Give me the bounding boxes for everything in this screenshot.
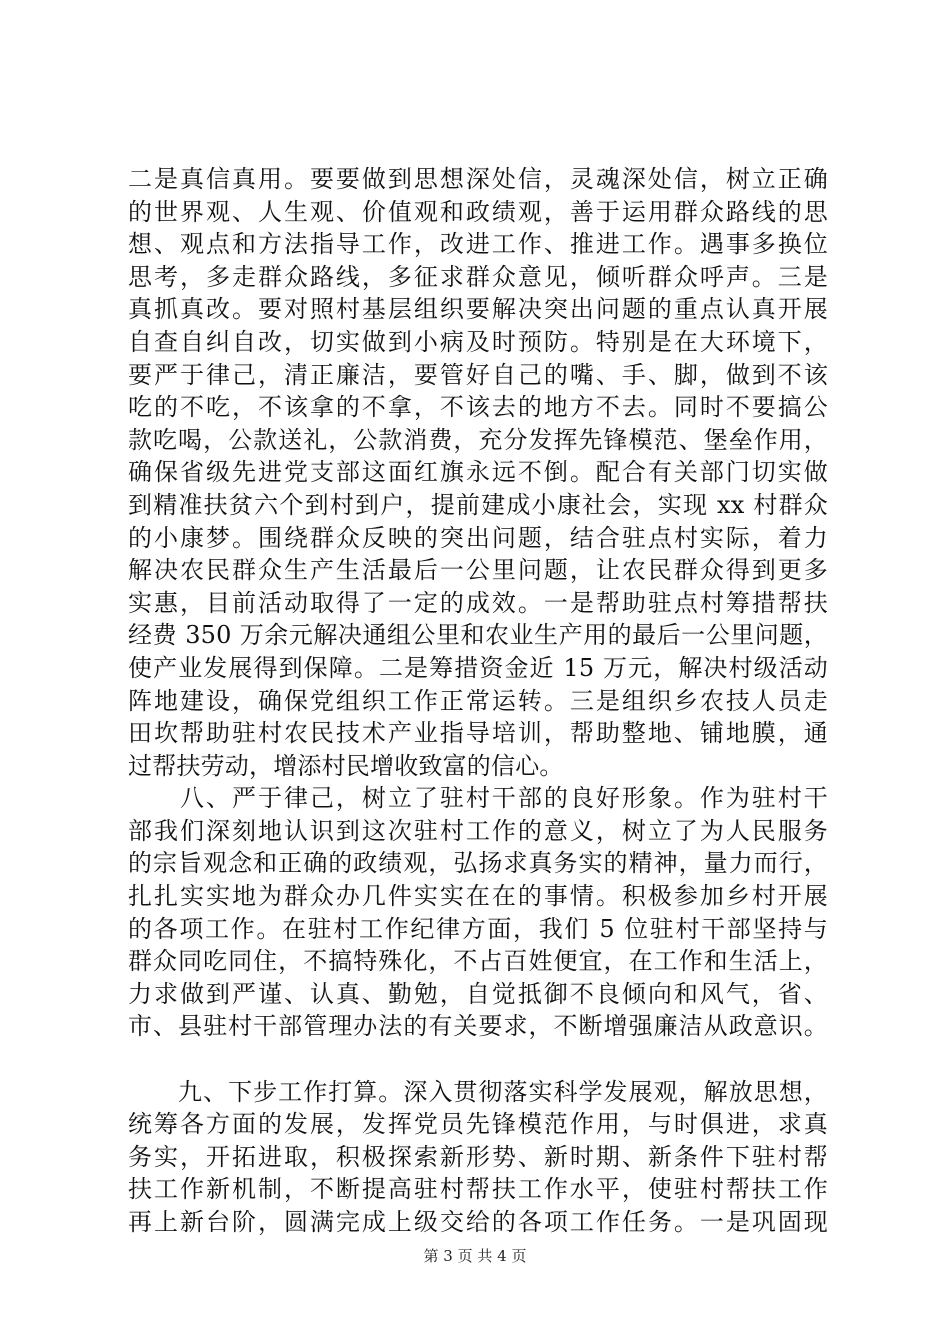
- body-line-11: 到精准扶贫六个到村到户，提前建成小康社会，实现 xx 村群众: [128, 490, 828, 519]
- body-line-1: 二是真信真用。要要做到思想深处信，灵魂深处信，树立正确: [128, 165, 828, 193]
- body-line-24: 的各项工作。在驻村工作纪律方面，我们 5 位驻村干部坚持与: [128, 914, 828, 943]
- body-line-15: 经费 350 万余元解决通组公里和农业生产用的最后一公里问题，: [128, 621, 828, 650]
- body-line-25: 群众同吃同住，不搞特殊化，不占百姓便宜，在工作和生活上，: [128, 947, 828, 976]
- body-line-20: 八、严于律己，树立了驻村干部的良好形象。作为驻村干: [128, 784, 828, 813]
- body-line-6: 自查自纠自改，切实做到小病及时预防。特别是在大环境下，: [128, 327, 828, 356]
- body-line-21: 部我们深刻地认识到这次驻村工作的意义，树立了为人民服务: [128, 816, 828, 845]
- body-line-7: 要严于律己，清正廉洁，要管好自己的嘴、手、脚，做到不该: [128, 360, 828, 389]
- body-line-10: 确保省级先进党支部这面红旗永远不倒。配合有关部门切实做: [128, 458, 828, 487]
- page-footer: [0, 1246, 950, 1266]
- body-line-14: 实惠，目前活动取得了一定的成效。一是帮助驻点村筹措帮扶: [128, 588, 828, 617]
- body-line-30: 务实，开拓进取，积极探索新形势、新时期、新条件下驻村帮: [128, 1142, 828, 1171]
- body-line-12: 的小康梦。围绕群众反映的突出问题，结合驻点村实际，着力: [128, 523, 828, 552]
- body-line-28: 九、下步工作打算。深入贯彻落实科学发展观，解放思想，: [128, 1077, 828, 1106]
- body-line-23: 扎扎实实地为群众办几件实实在在的事情。积极参加乡村开展: [128, 882, 828, 911]
- paragraph-gap: [128, 1043, 828, 1076]
- body-line-22: 的宗旨观念和正确的政绩观，弘扬求真务实的精神，量力而行，: [128, 849, 828, 878]
- body-line-29: 统筹各方面的发展，发挥党员先锋模范作用，与时俱进，求真: [128, 1110, 828, 1139]
- body-line-31: 扶工作新机制，不断提高驻村帮扶工作水平，使驻村帮扶工作: [128, 1175, 828, 1204]
- body-line-2: 的世界观、人生观、价值观和政绩观，善于运用群众路线的思: [128, 197, 828, 226]
- body-line-4: 思考，多走群众路线，多征求群众意见，倾听群众呼声。三是: [128, 262, 828, 291]
- page-number-label: 第 3 页 共 4 页: [423, 1247, 527, 1265]
- body-line-19: 过帮扶劳动，增添村民增收致富的信心。: [128, 751, 564, 780]
- body-line-27: 市、县驻村干部管理办法的有关要求，不断增强廉洁从政意识。: [128, 1012, 828, 1041]
- body-line-18: 田坎帮助驻村农民技术产业指导培训，帮助整地、铺地膜，通: [128, 719, 828, 748]
- body-line-9: 款吃喝，公款送礼，公款消费，充分发挥先锋模范、堡垒作用，: [128, 425, 828, 454]
- body-line-26: 力求做到严谨、认真、勤勉，自觉抵御不良倾向和风气，省、: [128, 979, 828, 1008]
- body-line-17: 阵地建设，确保党组织工作正常运转。三是组织乡农技人员走: [128, 686, 828, 715]
- body-line-3: 想、观点和方法指导工作，改进工作、推进工作。遇事多换位: [128, 230, 828, 259]
- body-line-8: 吃的不吃，不该拿的不拿，不该去的地方不去。同时不要搞公: [128, 393, 828, 422]
- body-line-32: 再上新台阶，圆满完成上级交给的各项工作任务。一是巩固现: [128, 1208, 828, 1236]
- document-body: [128, 163, 828, 1239]
- body-line-16: 使产业发展得到保障。二是筹措资金近 15 万元，解决村级活动: [128, 653, 828, 682]
- body-line-5: 真抓真改。要对照村基层组织要解决突出问题的重点认真开展: [128, 295, 828, 324]
- body-line-13: 解决农民群众生产生活最后一公里问题，让农民群众得到更多: [128, 556, 828, 585]
